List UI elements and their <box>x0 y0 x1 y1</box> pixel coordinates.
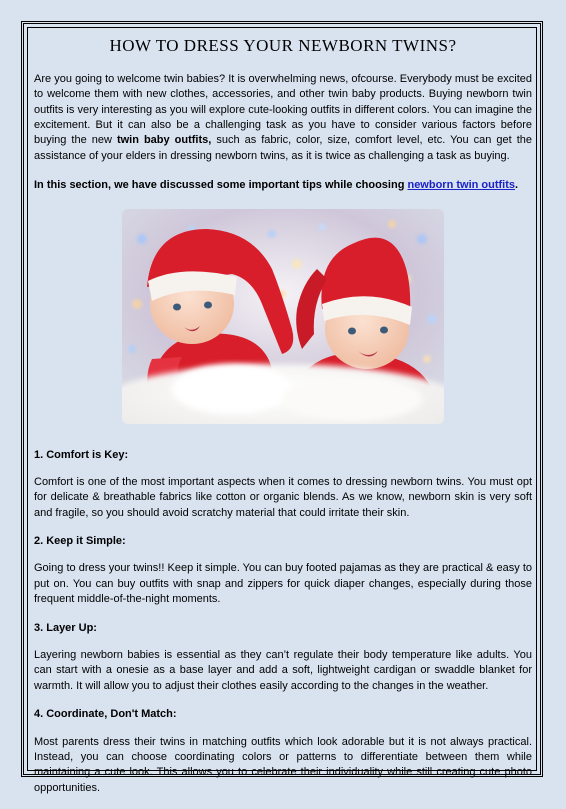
tip-body: Layering newborn babies is essential as they can’t regulate their body temperature like adults. You can start with a onesie as a base layer and add a soft, lightweight cardigan or swaddle blanket for warmth. It will allow you to adjust their clothes easily according to the changes in the weather. <box>34 649 532 692</box>
newborn-twin-outfits-link[interactable]: newborn twin outfits <box>407 179 516 192</box>
page-title: HOW TO DRESS YOUR NEWBORN TWINS? <box>109 36 457 55</box>
tip-section <box>34 448 532 522</box>
intro-text-1: Are you going to welcome twin babies? It is overwhelming news, ofcourse. Everybody must be excited to welcome them with new clothes, accessories, and other twin baby products. Buying newborn twin outfits is very interesting as you will explore cute-looking outfits in different colors. You can imagine the excitement. But it can also be a challenging task as you have to consider various factors before buying the new <box>34 72 532 147</box>
tip-section <box>34 534 532 608</box>
article <box>34 34 532 809</box>
white-fur-rug <box>122 364 444 424</box>
tip-section <box>34 707 532 796</box>
tip-body: Comfort is one of the most important aspects when it comes to dressing newborn twins. You must opt for delicate & breathable fabrics like cotton or organic blends. As we know, newborn skin is very soft and fragile, so you should avoid scratchy material that could irritate their skin. <box>34 475 532 519</box>
intro-text-2: such as fabric, color, size, comfort level, etc. You can get the assistance of your elders in dressing newborn twins, as it is twice as challenging a task as buying. <box>34 134 532 162</box>
tip-body: Going to dress your twins!! Keep it simple. You can buy footed pajamas as they are practical & easy to put on. You can buy outfits with snap and zippers for quick diaper changes, especially during those frequent middle-of-the-night moments. <box>34 562 532 606</box>
intro-bold-keyword: twin baby outfits, <box>116 134 212 147</box>
twin-babies-illustration <box>122 209 444 424</box>
tip-heading: 2. Keep it Simple: <box>34 535 126 548</box>
section-intro <box>34 178 532 193</box>
twin-babies-photo <box>122 209 444 424</box>
tip-heading: 4. Coordinate, Don't Match: <box>34 708 177 721</box>
section-intro-text: In this section, we have discussed some important tips while choosing <box>34 179 408 192</box>
tips-list <box>34 448 532 797</box>
tip-section <box>34 621 532 695</box>
tip-heading: 1. Comfort is Key: <box>34 448 129 461</box>
intro-paragraph <box>34 72 532 164</box>
tip-body: Most parents dress their twins in matching outfits which look adorable but it is not always practical. Instead, you can choose coordinating colors or patterns to differentiate between them while maintaining a cute look. This allows you to celebrate their individuality while still creating cute photo opportunities. <box>34 735 532 794</box>
section-intro-end: . <box>515 179 519 192</box>
tip-heading: 3. Layer Up: <box>34 621 97 634</box>
